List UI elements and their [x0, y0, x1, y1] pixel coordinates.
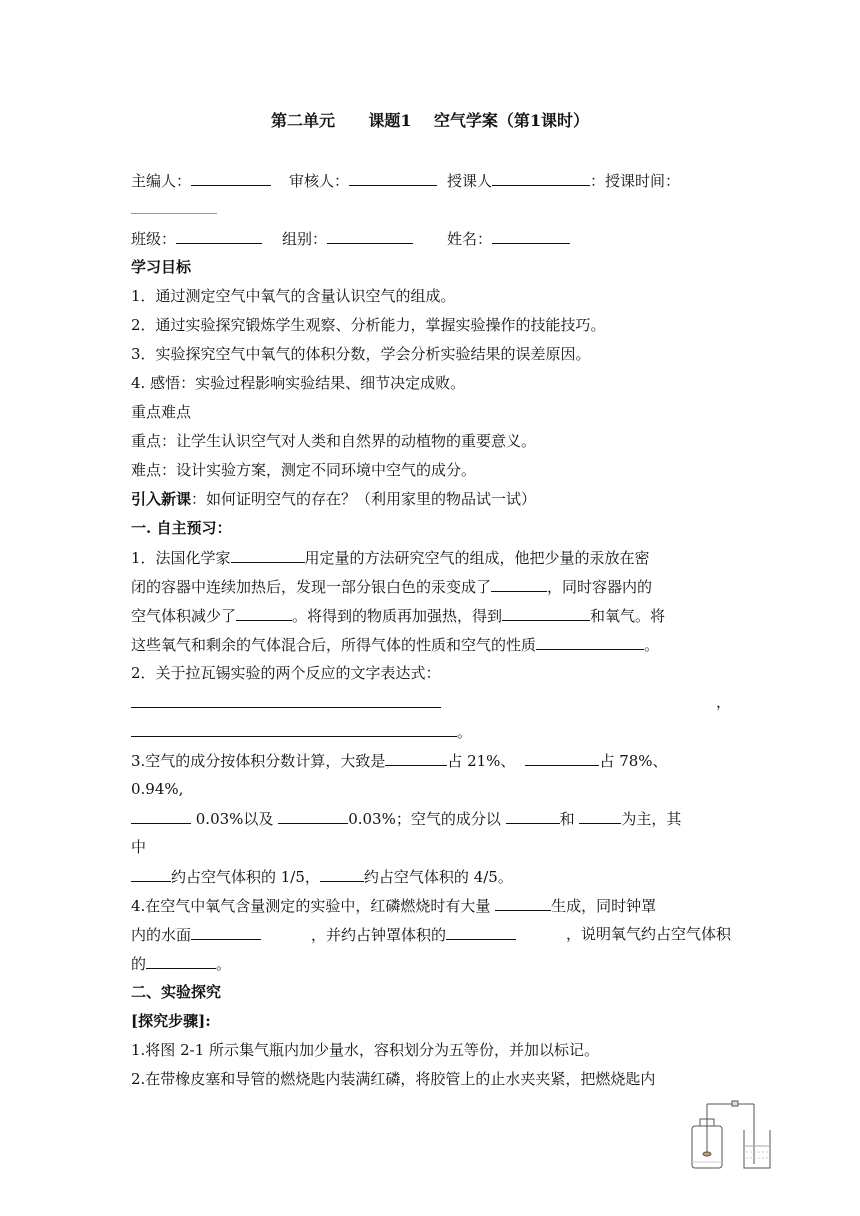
objectives-heading: 学习目标: [131, 258, 192, 276]
teacher-blank: [492, 170, 590, 186]
q4-blank-smoke: [495, 895, 551, 911]
q4-text-g: 。: [216, 955, 232, 973]
q3-text-f: 0.03%；空气的成分以: [348, 810, 506, 828]
editor-label: 主编人：: [131, 172, 192, 190]
page-title: 第二单元 课题1 空气学案（第1课时）: [271, 111, 589, 130]
q3-text-k: 约占空气体积的 4/5。: [363, 868, 513, 886]
q4-blank-volume: [446, 924, 516, 940]
q4-text-d: ，并约占钟罩体积的: [310, 926, 446, 944]
time-label: ：授课时间：: [590, 172, 681, 190]
q4-text-b: 生成，同时钟罩: [551, 897, 657, 915]
q4-blank-water: [191, 924, 261, 940]
q1-blank-product: [491, 576, 547, 592]
q1-blank-property: [536, 634, 644, 650]
q4-text-f: 的: [131, 955, 147, 973]
q1-text-e: 空气体积减少了: [131, 607, 237, 625]
apparatus-diagram: [688, 1100, 772, 1172]
step-2: 2.在带橡皮塞和导管的燃烧匙内装满红磷，将胶管上的止水夹夹紧，把燃烧匙内: [131, 1070, 656, 1088]
editor-blank: [191, 170, 271, 186]
preview-heading: 一. 自主预习：: [131, 519, 232, 537]
objective-item: 1．通过测定空气中氧气的含量认识空气的组成。: [131, 287, 456, 305]
q3-blank-four-fifths: [320, 866, 364, 882]
q3-text-g: 和: [559, 810, 580, 828]
q3-blank-main-2: [579, 808, 621, 824]
reviewer-label: 审核人：: [289, 172, 350, 190]
name-label: 姓名：: [447, 230, 493, 248]
q3-line3: [131, 808, 731, 829]
q3-blank-oxygen: [385, 750, 447, 766]
q2-comma: ，: [715, 693, 731, 711]
q1-line3: [131, 605, 731, 626]
q2-line1: 2．关于拉瓦锡实验的两个反应的文字表达式：: [131, 664, 441, 682]
q4-line2: [131, 924, 731, 945]
key-points-heading: 重点难点: [131, 403, 192, 421]
q1-text-c: 闭的容器中连续加热后，发现一部分银白色的汞变成了: [131, 578, 492, 596]
q1-blank-substance: [502, 605, 590, 621]
q1-line2: [131, 576, 731, 597]
intro-label: 引入新课: [131, 490, 192, 508]
q2-line2: [131, 692, 731, 712]
q2-end: 。: [457, 723, 473, 741]
class-label: 班级：: [131, 230, 177, 248]
gas-bottle-icon: [692, 1104, 754, 1168]
reviewer-blank: [349, 170, 437, 186]
experiment-heading: 二、实验探究: [131, 983, 222, 1001]
q3-line5: [131, 866, 731, 887]
q4-text-e: ，说明氧气约占空气体积: [565, 925, 731, 943]
q1-text-h: 这些氧气和剩余的气体混合后，所得气体的性质和空气的性质: [131, 636, 537, 654]
time-blank-line: [131, 198, 731, 219]
q3-blank-noble-gas: [131, 808, 191, 824]
q3-text-b: 占 21%、: [447, 752, 516, 770]
q1-text-d: ，同时容器内的: [547, 578, 653, 596]
q4-blank-fraction: [146, 953, 216, 969]
steps-label: [探究步骤]:: [131, 1012, 211, 1030]
q1-text-b: 用定量的方法研究空气的组成，他把少量的汞放在密: [304, 549, 650, 567]
header-student-line: [131, 228, 731, 249]
q4-line3: [131, 953, 731, 974]
difficulty-point: 难点：设计实验方案，测定不同环境中空气的成分。: [131, 461, 477, 479]
class-blank: [176, 228, 262, 244]
q1-text-f: 。将得到的物质再加强热，得到: [292, 607, 503, 625]
teacher-label: 授课人: [447, 172, 493, 190]
q1-blank-volume: [236, 605, 292, 621]
q1-blank-chemist: [231, 547, 305, 563]
beaker-icon: [732, 1101, 770, 1168]
q3-blank-co2: [278, 808, 348, 824]
q3-line4: 中: [131, 838, 147, 856]
q3-text-e: 0.03%以及: [191, 810, 279, 828]
q3-line1: [131, 750, 731, 771]
q3-line2: 0.94%,: [131, 780, 184, 798]
time-blank: [131, 198, 217, 214]
q2-blank-reaction-1: [131, 692, 441, 708]
group-blank: [327, 228, 413, 244]
q1-text-i: 。: [644, 636, 660, 654]
q3-blank-main-1: [506, 808, 560, 824]
q3-text-a: 3.空气的成分按体积分数计算，大致是: [131, 752, 386, 770]
q3-blank-fifth: [131, 866, 171, 882]
q3-text-j: 约占空气体积的 1/5，: [171, 868, 320, 886]
name-blank: [492, 228, 570, 244]
q1-line1: [131, 547, 731, 568]
objective-item: 2．通过实验探究锻炼学生观察、分析能力，掌握实验操作的技能技巧。: [131, 316, 606, 334]
group-label: 组别：: [282, 230, 328, 248]
key-point: 重点：让学生认识空气对人类和自然界的动植物的重要意义。: [131, 432, 537, 450]
objective-item: 3．实验探究空气中氧气的体积分数，学会分析实验结果的误差原因。: [131, 345, 591, 363]
q2-blank-reaction-2: [131, 721, 457, 737]
q3-blank-nitrogen: [525, 750, 599, 766]
q1-line4: [131, 634, 731, 655]
intro-text: ：如何证明空气的存在？（利用家里的物品试一试）: [191, 490, 537, 508]
q3-text-h: 为主，其: [621, 810, 682, 828]
q1-text-g: 和氧气。将: [590, 607, 666, 625]
intro-line: [131, 489, 731, 509]
q2-line3: [131, 721, 731, 742]
q3-text-c: 占 78%、: [599, 752, 668, 770]
objective-item: 4. 感悟：实验过程影响实验结果、细节决定成败。: [131, 374, 466, 392]
header-staff-line: [131, 170, 731, 191]
q4-text-a: 4.在空气中氧气含量测定的实验中，红磷燃烧时有大量: [131, 897, 496, 915]
step-1: 1.将图 2-1 所示集气瓶内加少量水，容积划分为五等份，并加以标记。: [131, 1041, 600, 1059]
q4-text-c: 内的水面: [131, 926, 192, 944]
q1-text-a: 1．法国化学家: [131, 549, 231, 567]
q4-line1: [131, 895, 731, 916]
